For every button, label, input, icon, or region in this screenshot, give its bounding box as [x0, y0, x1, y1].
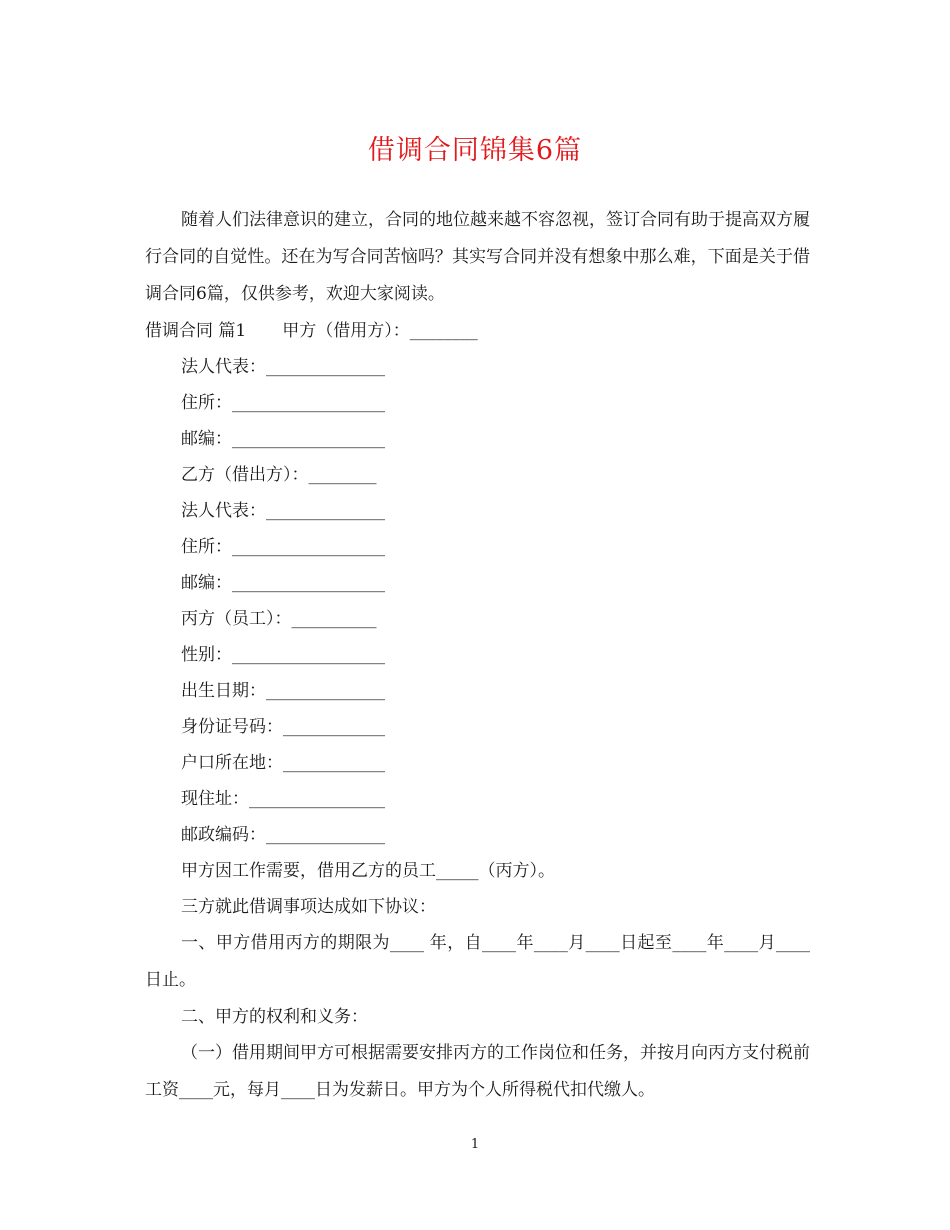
field-line: 住所：__________________	[181, 393, 385, 413]
page-number: 1	[470, 1137, 480, 1152]
field-line: 出生日期：______________	[181, 681, 385, 701]
rights-paragraph: （一）借用期间甲方可根据需要安排丙方的工作岗位和任务，并按月向丙方支付税前工资____元，每月____日为发薪日。甲方为个人所得税代扣代缴人。	[145, 1043, 810, 1100]
field-line: 法人代表：______________	[181, 501, 385, 521]
field-line: 身份证号码：____________	[181, 717, 385, 737]
field-line: 丙方（员工）：__________	[181, 609, 377, 629]
agreement-paragraph: 三方就此借调事项达成如下协议：	[181, 897, 436, 917]
intro-paragraph: 随着人们法律意识的建立，合同的地位越来越不容忽视，签订合同有助于提高双方履行合同的自觉性。还在为写合同苦恼吗？其实写合同并没有想象中那么难，下面是关于借调合同6篇，仅供参考，欢迎大家阅读。	[145, 210, 810, 304]
field-line: 住所：__________________	[181, 537, 385, 557]
section-heading: 借调合同 篇1	[145, 321, 247, 341]
document-title: 借调合同锦集6篇	[367, 135, 583, 166]
field-line: 邮编：__________________	[181, 429, 385, 449]
document-body	[145, 202, 810, 1109]
field-line: 邮编：__________________	[181, 573, 385, 593]
section-heading-line	[145, 313, 810, 349]
field-line: 现住址：________________	[181, 789, 385, 809]
rights-heading: 二、甲方的权利和义务：	[181, 1007, 368, 1027]
agreement-paragraph: 甲方因工作需要，借用乙方的员工_____（丙方）。	[181, 861, 555, 881]
field-line: 邮政编码：______________	[181, 825, 385, 845]
field-line: 法人代表：______________	[181, 357, 385, 377]
field-line: 性别：__________________	[181, 645, 385, 665]
field-line: 乙方（借出方）：________	[181, 465, 377, 485]
field-line: 户口所在地：____________	[181, 753, 385, 773]
term-paragraph: 一、甲方借用丙方的期限为____ 年，自____年____月____日起至____年____月____日止。	[145, 933, 810, 990]
party-a-field: 甲方（借用方）：________	[282, 321, 478, 341]
